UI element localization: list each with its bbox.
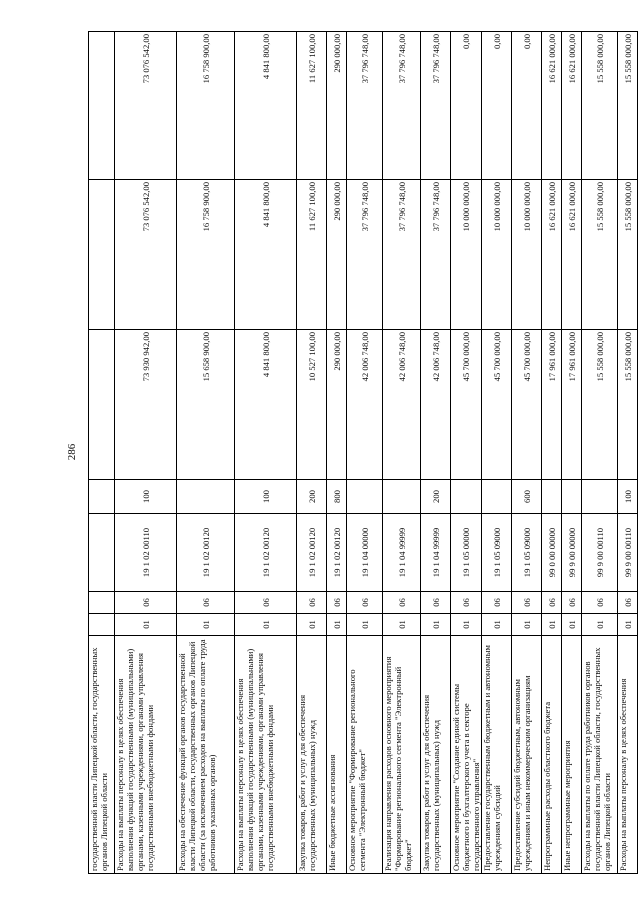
row-section-code: 01 [327,614,347,636]
row-subsection-code: 06 [327,592,347,614]
row-amount-year-2: 10 000 000,00 [482,180,512,330]
table-row [582,32,618,874]
row-subsection-code: 06 [297,592,327,614]
row-section-code: 01 [347,614,383,636]
table-row [235,32,297,874]
row-subsection-code: 06 [618,592,638,614]
row-section-code: 01 [421,614,451,636]
row-amount-year-3: 15 558 000,00 [618,32,638,180]
table-row [512,32,542,874]
row-target-article-code: 19 1 02 00120 [177,514,235,592]
row-section-code: 01 [512,614,542,636]
row-description: Непрограммные расходы областного бюджета [542,636,562,874]
page-number-text: 286 [66,443,78,461]
row-subsection-code: 06 [562,592,582,614]
row-expense-type-code: 100 [235,480,297,514]
row-target-article-code: 99 9 00 00110 [582,514,618,592]
budget-table-area [88,32,633,874]
row-section-code: 01 [383,614,421,636]
row-amount-year-1: 45 700 000,00 [512,330,542,480]
row-target-article-code: 19 1 04 99999 [421,514,451,592]
row-expense-type-code: 600 [512,480,542,514]
row-amount-year-1: 17 961 000,00 [562,330,582,480]
row-description: Основное мероприятие "Формирование регионального сегмента "Электронный бюджет" [347,636,383,874]
table-row [177,32,235,874]
row-expense-type-code: 800 [327,480,347,514]
row-amount-year-1: 17 961 000,00 [542,330,562,480]
row-subsection-code: 06 [235,592,297,614]
row-amount-year-1: 15 558 000,00 [618,330,638,480]
row-section-code: 01 [235,614,297,636]
row-target-article-code: 99 0 00 00000 [542,514,562,592]
row-section-code: 01 [177,614,235,636]
row-amount-year-1: 4 841 800,00 [235,330,297,480]
row-description: Реализация направления расходов основного мероприятия "Формирование регионального сегмента "Электронный бюджет" [383,636,421,874]
table-row [115,32,177,874]
row-amount-year-2: 37 796 748,00 [421,180,451,330]
row-description: Расходы на выплаты по оплате труда работников органов государственной власти Липецкой области, государственных органов Липецкой области [582,636,618,874]
row-expense-type-code [562,480,582,514]
table-row [618,32,638,874]
row-subsection-code: 06 [482,592,512,614]
row-amount-year-3: 0,00 [482,32,512,180]
row-amount-year-2: 290 000,00 [327,180,347,330]
row-target-article-code: 19 1 02 00120 [327,514,347,592]
row-description: Расходы на выплаты персоналу в целях обеспечения выполнения функций государственными (муниципальными) органами, казенными учреждениями, органами управления государственными внебюджетными фондами [115,636,177,874]
row-subsection-code: 06 [451,592,482,614]
row-subsection-code: 06 [347,592,383,614]
row-amount-year-2: 73 076 542,00 [115,180,177,330]
row-amount-year-3: 16 621 000,00 [562,32,582,180]
row-description: Расходы на обеспечение функций органов государственной власти Липецкой области, государственных органов Липецкой области (за исключением расходов на выплаты по оплате труда работников указанных органов) [177,636,235,874]
row-subsection-code: 06 [177,592,235,614]
row-target-article-code: 19 1 05 09000 [512,514,542,592]
row-amount-year-1: 42 006 748,00 [383,330,421,480]
table-row [421,32,451,874]
row-description: Закупка товаров, работ и услуг для обеспечения государственных (муниципальных) нужд [297,636,327,874]
row-description: Расходы на выплаты персоналу в целях обеспечения [618,636,638,874]
row-target-article-code: 99 9 00 00110 [618,514,638,592]
row-amount-year-2: 37 796 748,00 [383,180,421,330]
row-target-article-code: 19 1 05 09000 [482,514,512,592]
row-amount-year-3: 16 621 000,00 [542,32,562,180]
row-subsection-code [89,592,115,614]
row-expense-type-code: 100 [115,480,177,514]
table-row [383,32,421,874]
table-row [327,32,347,874]
row-target-article-code: 19 1 04 00000 [347,514,383,592]
row-amount-year-3: 11 627 100,00 [297,32,327,180]
table-row [542,32,562,874]
row-amount-year-2: 16 621 000,00 [562,180,582,330]
row-amount-year-2 [89,180,115,330]
row-amount-year-3: 290 000,00 [327,32,347,180]
row-expense-type-code: 100 [618,480,638,514]
row-subsection-code: 06 [512,592,542,614]
row-amount-year-3: 73 076 542,00 [115,32,177,180]
row-amount-year-1: 42 006 748,00 [421,330,451,480]
row-amount-year-3 [89,32,115,180]
row-description: Основное мероприятие "Создание единой системы бюджетного и бухгалтерского учета в секторе государственного управления" [451,636,482,874]
row-expense-type-code [89,480,115,514]
row-expense-type-code [482,480,512,514]
row-expense-type-code: 200 [297,480,327,514]
row-description: Закупка товаров, работ и услуг для обеспечения государственных (муниципальных) нужд [421,636,451,874]
row-description: Предоставление субсидий бюджетным, автономным учреждениям и иным некоммерческим организациям [512,636,542,874]
row-amount-year-1: 45 700 000,00 [482,330,512,480]
table-row [562,32,582,874]
row-description: Предоставление государственным бюджетным и автономным учреждениям субсидий [482,636,512,874]
row-amount-year-2: 37 796 748,00 [347,180,383,330]
row-expense-type-code [177,480,235,514]
row-amount-year-3: 37 796 748,00 [383,32,421,180]
table-row [347,32,383,874]
row-amount-year-3: 15 558 000,00 [582,32,618,180]
budget-table [88,31,638,874]
row-amount-year-3: 16 758 900,00 [177,32,235,180]
row-amount-year-3: 0,00 [451,32,482,180]
row-amount-year-3: 0,00 [512,32,542,180]
row-section-code: 01 [482,614,512,636]
row-subsection-code: 06 [115,592,177,614]
row-amount-year-2: 4 841 800,00 [235,180,297,330]
row-subsection-code: 06 [582,592,618,614]
row-amount-year-1: 15 658 900,00 [177,330,235,480]
row-amount-year-2: 15 558 000,00 [582,180,618,330]
row-subsection-code: 06 [383,592,421,614]
row-section-code: 01 [618,614,638,636]
table-row [297,32,327,874]
row-amount-year-2: 15 558 000,00 [618,180,638,330]
row-target-article-code: 19 1 05 00000 [451,514,482,592]
row-amount-year-3: 4 841 800,00 [235,32,297,180]
row-expense-type-code [451,480,482,514]
row-amount-year-1: 45 700 000,00 [451,330,482,480]
row-target-article-code: 19 1 02 00120 [235,514,297,592]
row-expense-type-code [347,480,383,514]
row-amount-year-1: 290 000,00 [327,330,347,480]
row-section-code: 01 [451,614,482,636]
row-target-article-code: 19 1 02 00110 [115,514,177,592]
table-row [482,32,512,874]
row-expense-type-code [582,480,618,514]
table-row [89,32,115,874]
row-description: государственной власти Липецкой области, государственных органов Липецкой области [89,636,115,874]
row-target-article-code: 99 9 00 00000 [562,514,582,592]
budget-table-body [89,32,638,874]
row-amount-year-1: 73 930 942,00 [115,330,177,480]
row-amount-year-2: 10 000 000,00 [451,180,482,330]
row-expense-type-code: 200 [421,480,451,514]
row-amount-year-1: 15 558 000,00 [582,330,618,480]
row-amount-year-3: 37 796 748,00 [421,32,451,180]
row-section-code: 01 [115,614,177,636]
row-amount-year-1: 42 006 748,00 [347,330,383,480]
row-description: Иные бюджетные ассигнования [327,636,347,874]
row-amount-year-3: 37 796 748,00 [347,32,383,180]
row-amount-year-2: 16 621 000,00 [542,180,562,330]
table-row [451,32,482,874]
row-section-code: 01 [297,614,327,636]
row-target-article-code [89,514,115,592]
row-expense-type-code [383,480,421,514]
row-section-code: 01 [542,614,562,636]
row-target-article-code: 19 1 04 99999 [383,514,421,592]
row-subsection-code: 06 [421,592,451,614]
row-section-code: 01 [562,614,582,636]
row-expense-type-code [542,480,562,514]
row-section-code [89,614,115,636]
row-description: Иные непрограммные мероприятия [562,636,582,874]
row-amount-year-2: 10 000 000,00 [512,180,542,330]
row-description: Расходы на выплаты персоналу в целях обеспечения выполнения функций государственными (муниципальными) органами, казенными учреждениями, органами управления государственными внебюджетными фондами [235,636,297,874]
row-amount-year-2: 11 627 100,00 [297,180,327,330]
row-section-code: 01 [582,614,618,636]
row-amount-year-2: 16 758 900,00 [177,180,235,330]
row-amount-year-1 [89,330,115,480]
row-amount-year-1: 10 527 100,00 [297,330,327,480]
row-subsection-code: 06 [542,592,562,614]
row-target-article-code: 19 1 02 00120 [297,514,327,592]
